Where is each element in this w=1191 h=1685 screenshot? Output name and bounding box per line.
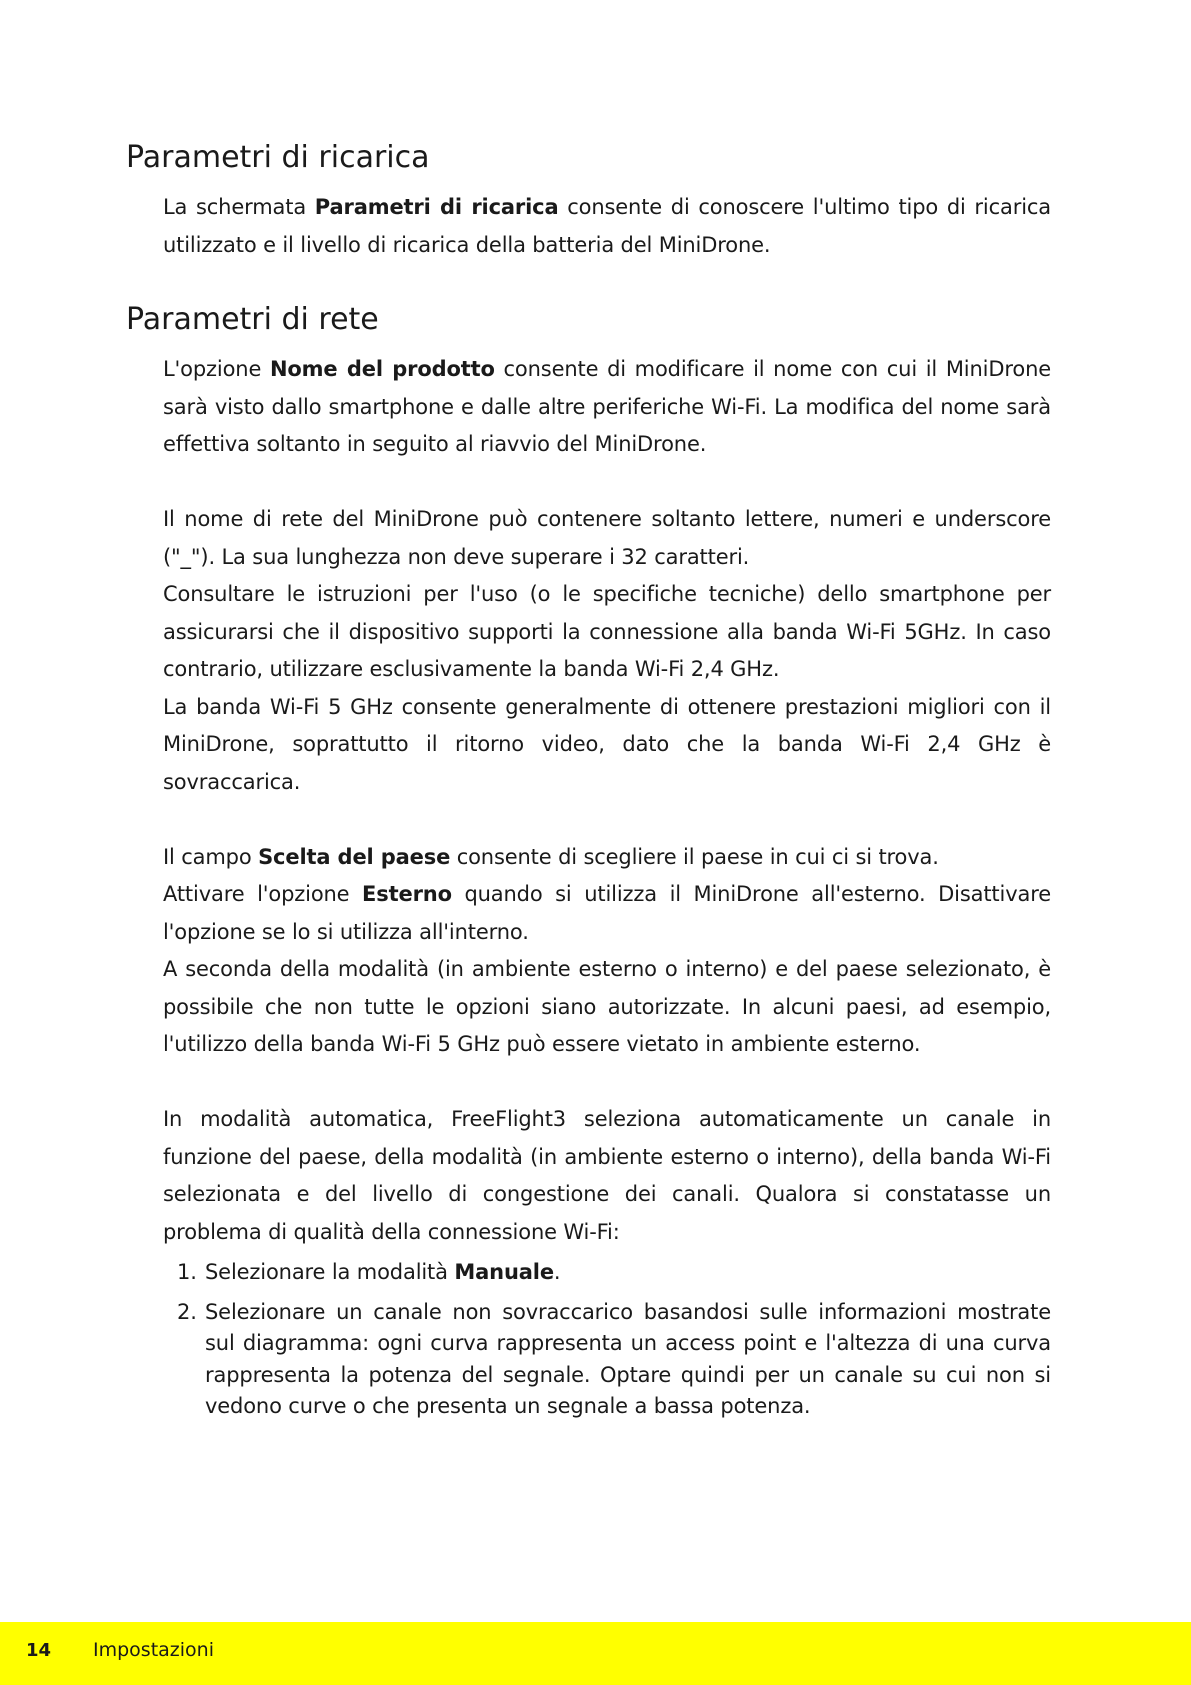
bold-term: Parametri di ricarica: [314, 195, 559, 219]
paragraph-5ghz-benefit: La banda Wi-Fi 5 GHz consente generalmente di ottenere prestazioni migliori con il MiniDrone, soprattutto il ritorno video, dato che la banda Wi-Fi 2,4 GHz è sovraccarica.: [163, 694, 1051, 794]
paragraph-outdoor-option: Attivare l'opzione Esterno quando si utilizza il MiniDrone all'esterno. Disattivare l'opzione se lo si utilizza all'interno.: [163, 882, 1051, 944]
paragraph-5ghz-check: Consultare le istruzioni per l'uso (o le specifiche tecniche) dello smartphone per assicurarsi che il dispositivo supporti la connessione alla banda Wi-Fi 5GHz. In caso contrario, utilizzare esclusivamente la banda Wi-Fi 2,4 GHz.: [163, 582, 1051, 681]
paragraph-network-name-rules: Il nome di rete del MiniDrone può contenere soltanto lettere, numeri e underscore ("_"). La sua lunghezza non deve superare i 32 caratteri.: [163, 507, 1051, 569]
section-body-charging: [163, 189, 1051, 264]
section-body-network: [163, 351, 1051, 1251]
list-item: 1. Selezionare la modalità Manuale.: [163, 1257, 1051, 1289]
section-heading-charging: Parametri di ricarica: [126, 140, 430, 175]
paragraph-authorized-options: A seconda della modalità (in ambiente esterno o interno) e del paese selezionato, è possibile che non tutte le opzioni siano autorizzate. In alcuni paesi, ad esempio, l'utilizzo della banda Wi-Fi 5 GHz può essere vietato in ambiente esterno.: [163, 957, 1051, 1056]
paragraph-product-name: L'opzione Nome del prodotto consente di modificare il nome con cui il MiniDrone sarà visto dallo smartphone e dalle altre periferiche Wi-Fi. La modifica del nome sarà effettiva soltanto in seguito al riavvio del MiniDrone.: [163, 357, 1052, 456]
step-number: 1.: [177, 1260, 197, 1284]
bold-term: Nome del prodotto: [269, 357, 495, 381]
bold-term: Manuale: [454, 1260, 554, 1284]
bold-term: Esterno: [362, 882, 452, 906]
section-heading-network: Parametri di rete: [126, 302, 379, 337]
bold-term: Scelta del paese: [258, 844, 451, 869]
paragraph-automatic-mode: In modalità automatica, FreeFlight3 seleziona automaticamente un canale in funzione del paese, della modalità (in ambiente esterno o interno), della banda Wi-Fi selezionata e del livello di congestione dei canali. Qualora si constatasse un problema di qualità della connessione Wi-Fi:: [163, 1107, 1051, 1244]
list-item: 2. Selezionare un canale non sovraccarico basandosi sulle informazioni mostrate sul diagramma: ogni curva rappresenta un access point e l'altezza di una curva rappresenta la potenza del segnale. Optare quindi per un canale su cui non si vedono curve o che presenta un segnale a bassa potenza.: [163, 1297, 1051, 1423]
page-number: 14: [26, 1640, 52, 1661]
footer-section-name: Impostazioni: [93, 1639, 214, 1661]
page-footer: [0, 1622, 1191, 1685]
paragraph-country-choice: Il campo Scelta del paese consente di scegliere il paese in cui ci si trova.: [163, 844, 939, 869]
paragraph-charging-intro: La schermata Parametri di ricarica consente di conoscere l'ultimo tipo di ricarica utilizzato e il livello di ricarica della batteria del MiniDrone.: [163, 195, 1051, 257]
steps-list: [163, 1257, 1051, 1423]
step-number: 2.: [177, 1299, 197, 1324]
